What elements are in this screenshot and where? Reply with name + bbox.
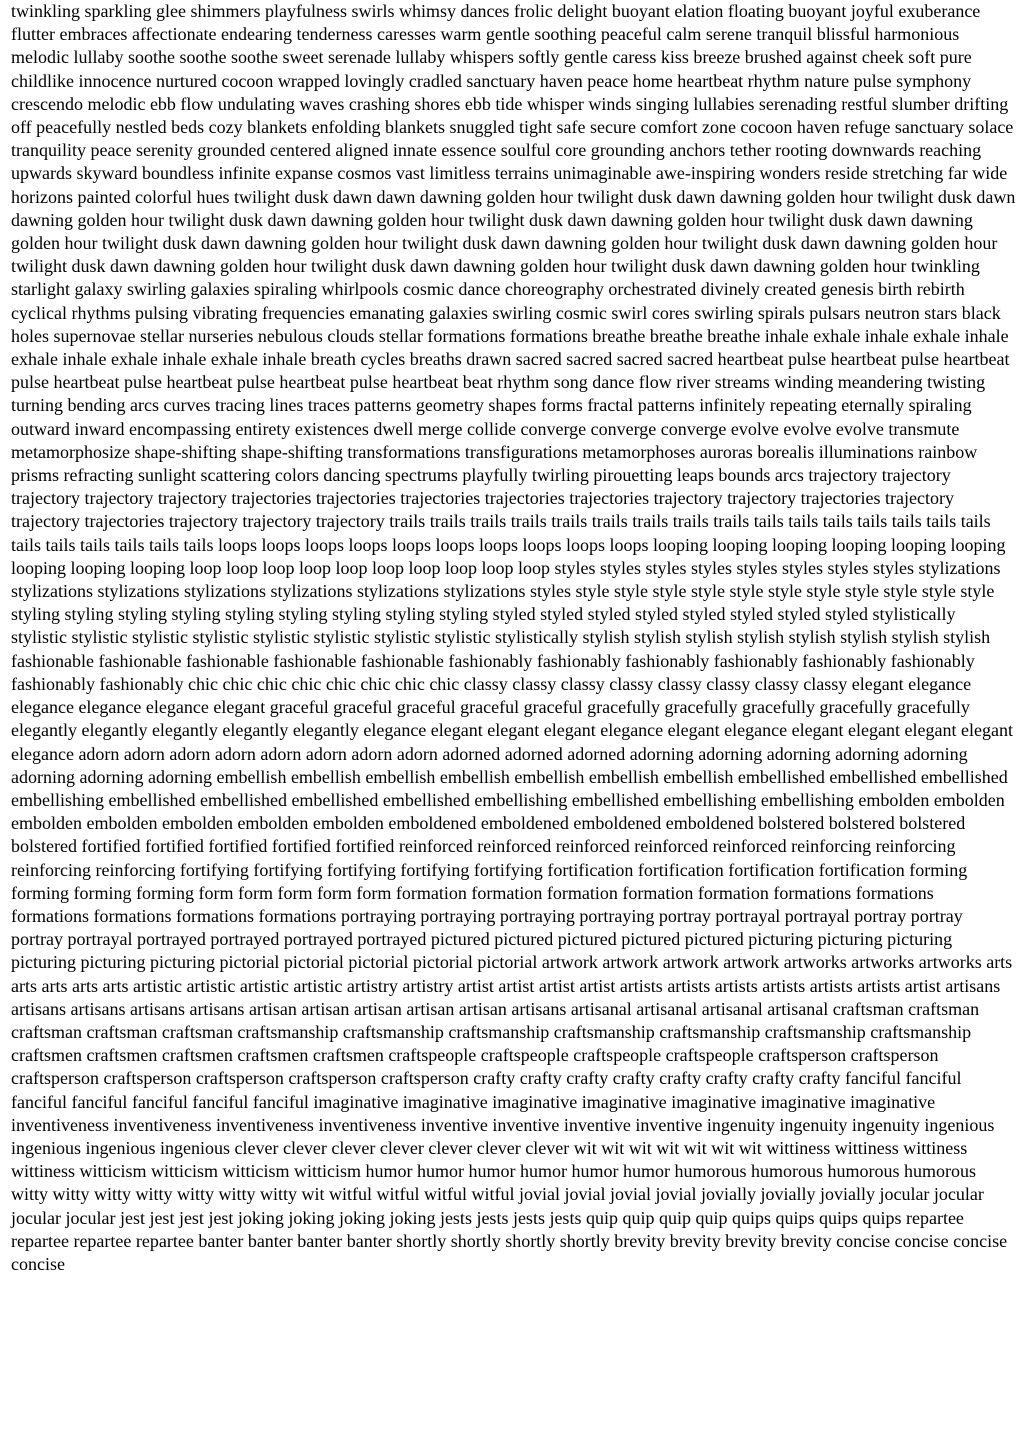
body-text: twinkling sparkling glee shimmers playfulness swirls whimsy dances frolic delight buoyant elation floating buoyant joyful exuberance flutter embraces affectionate endearing tenderness caresses warm gentle soothing peaceful calm serene tranquil blissful harmonious melodic lullaby soothe soothe soothe sweet serenade lullaby whispers softly gentle caress kiss breeze brushed against cheek soft pure childlike innocence nurtured cocoon wrapped lovingly cradled sanctuary haven peace home heartbeat rhythm nature pulse symphony crescendo melodic ebb flow undulating waves crashing shores ebb tide whisper winds singing lullabies serenading restful slumber drifting off peacefully nestled beds cozy blankets enfolding blankets snuggled tight safe secure comfort zone cocoon haven refuge sanctuary solace tranquility peace serenity grounded centered aligned innate essence soulful core grounding anchors tether rooting downwards reaching upwards skyward boundless infinite expanse cosmos vast limitless terrains unimaginable awe-inspiring wonders reside stretching far wide horizons painted colorful hues twilight dusk dawn dawn dawning golden hour twilight dusk dawn dawning golden hour twilight dusk dawn dawning golden hour twilight dusk dawn dawning golden hour twilight dusk dawn dawning golden hour twilight dusk dawn dawning golden hour twilight dusk dawn dawning golden hour twilight dusk dawn dawning golden hour twilight dusk dawn dawning golden hour twilight dusk dawn dawning golden hour twilight dusk dawn dawning golden hour twilight dusk dawn dawning golden hour twinkling starlight galaxy swirling galaxies spiraling whirlpools cosmic dance choreography orchestrated divinely created genesis birth rebirth cyclical rhythms pulsing vibrating frequencies emanating galaxies swirling cosmic swirl cores swirling spirals pulsars neutron stars black holes supernovae stellar nurseries nebulous clouds stellar formations formations breathe breathe breathe inhale exhale inhale exhale inhale exhale inhale exhale inhale exhale inhale breath cycles breaths drawn sacred sacred sacred sacred heartbeat pulse heartbeat pulse heartbeat pulse heartbeat pulse heartbeat pulse heartbeat pulse heartbeat beat rhythm song dance flow river streams winding meandering twisting turning bending arcs curves tracing lines traces patterns geometry shapes forms fractal patterns infinitely repeating eternally spiraling outward inward encompassing entirety existences dwell merge collide converge converge converge evolve evolve evolve transmute metamorphosize shape-shifting shape-shifting transformations transfigurations metamorphoses auroras borealis illuminations rainbow prisms refracting sunlight scattering colors dancing spectrums playfully twirling pirouetting leaps bounds arcs trajectory trajectory trajectory trajectory trajectory trajectories trajectories trajectories trajectories trajectories trajectory trajectory trajectories trajectory trajectory trajectories trajectory trajectory trajectory trails trails trails trails trails trails trails trails trails tails tails tails tails tails tails tails tails tails tails tails tails tails loops loops loops loops loops loops loops loops loops loops looping looping looping looping looping looping looping looping looping loop loop loop loop loop loop loop loop loop loop styles styles styles styles styles styles styles styles stylizations stylizations stylizations stylizations stylizations stylizations stylizations styles style style style style style style style style style style style styling styling styling styling styling styling styling styling styling styled styled styled styled styled styled styled styled stylistically stylistic stylistic stylistic stylistic stylistic stylistic stylistic stylistic stylistically stylish stylish stylish stylish stylish stylish stylish stylish fashionable fashionable fashionable fashionable fashionable fashionably fashionably fashionably fashionably fashionably fashionably fashionably fashionably chic chic chic chic chic chic chic chic classy classy classy classy classy classy classy classy elegant elegance elegance elegance elegance elegant graceful graceful graceful graceful graceful gracefully gracefully gracefully gracefully gracefully elegantly elegantly elegantly elegantly elegantly elegance elegant elegant elegant elegance elegant elegance elegant elegant elegant elegant elegance adorn adorn adorn adorn adorn adorn adorn adorn adorned adorned adorned adorning adorning adorning adorning adorning adorning adorning adorning embellish embellish embellish embellish embellish embellish embellish embellished embellished embellished embellishing embellished embellished embellished embellished embellishing embellished embellishing embellishing embolden embolden embolden embolden embolden embolden embolden emboldened emboldened emboldened emboldened bolstered bolstered bolstered bolstered fortified fortified fortified fortified fortified reinforced reinforced reinforced reinforced reinforced reinforcing reinforcing reinforcing reinforcing fortifying fortifying fortifying fortifying fortifying fortification fortification fortification fortification forming forming forming forming form form form form form formation formation formation formation formation formations formations formations formations formations formations portraying portraying portraying portraying portray portrayal portrayal portray portray portray portrayal portrayed portrayed portrayed portrayed pictured pictured pictured pictured pictured picturing picturing picturing picturing picturing picturing pictorial pictorial pictorial pictorial pictorial artwork artwork artwork artwork artworks artworks artworks arts arts arts arts arts artistic artistic artistic artistic artistry artistry artist artist artist artist artists artists artists artists artists artists artist artisans artisans artisans artisans artisans artisan artisan artisan artisan artisan artisans artisanal artisanal artisanal artisanal craftsman craftsman craftsman craftsman craftsman craftsmanship craftsmanship craftsmanship craftsmanship craftsmanship craftsmanship craftsmanship craftsmen craftsmen craftsmen craftsmen craftsmen craftspeople craftspeople craftspeople craftspeople craftsperson craftsperson craftsperson craftsperson craftsperson craftsperson craftsperson crafty crafty crafty crafty crafty crafty crafty crafty fanciful fanciful fanciful fanciful fanciful fanciful fanciful imaginative imaginative imaginative imaginative imaginative imaginative imaginative inventiveness inventiveness inventiveness inventiveness inventive inventive inventive inventive ingenuity ingenuity ingenuity ingenious ingenious ingenious ingenious clever clever clever clever clever clever clever wit wit wit wit wit wit wit wittiness wittiness wittiness wittiness witticism witticism witticism witticism humor humor humor humor humor humor humorous humorous humorous humorous witty witty witty witty witty witty witty wit witful witful witful witful jovial jovial jovial jovial jovially jovially jovially jocular jocular jocular jocular jest jest jest jest joking joking joking joking jests jests jests jests quip quip quip quip quips quips quips quips repartee repartee repartee repartee banter banter banter banter shortly shortly shortly shortly brevity brevity brevity brevity concise concise concise concise [11, 1, 1016, 1274]
